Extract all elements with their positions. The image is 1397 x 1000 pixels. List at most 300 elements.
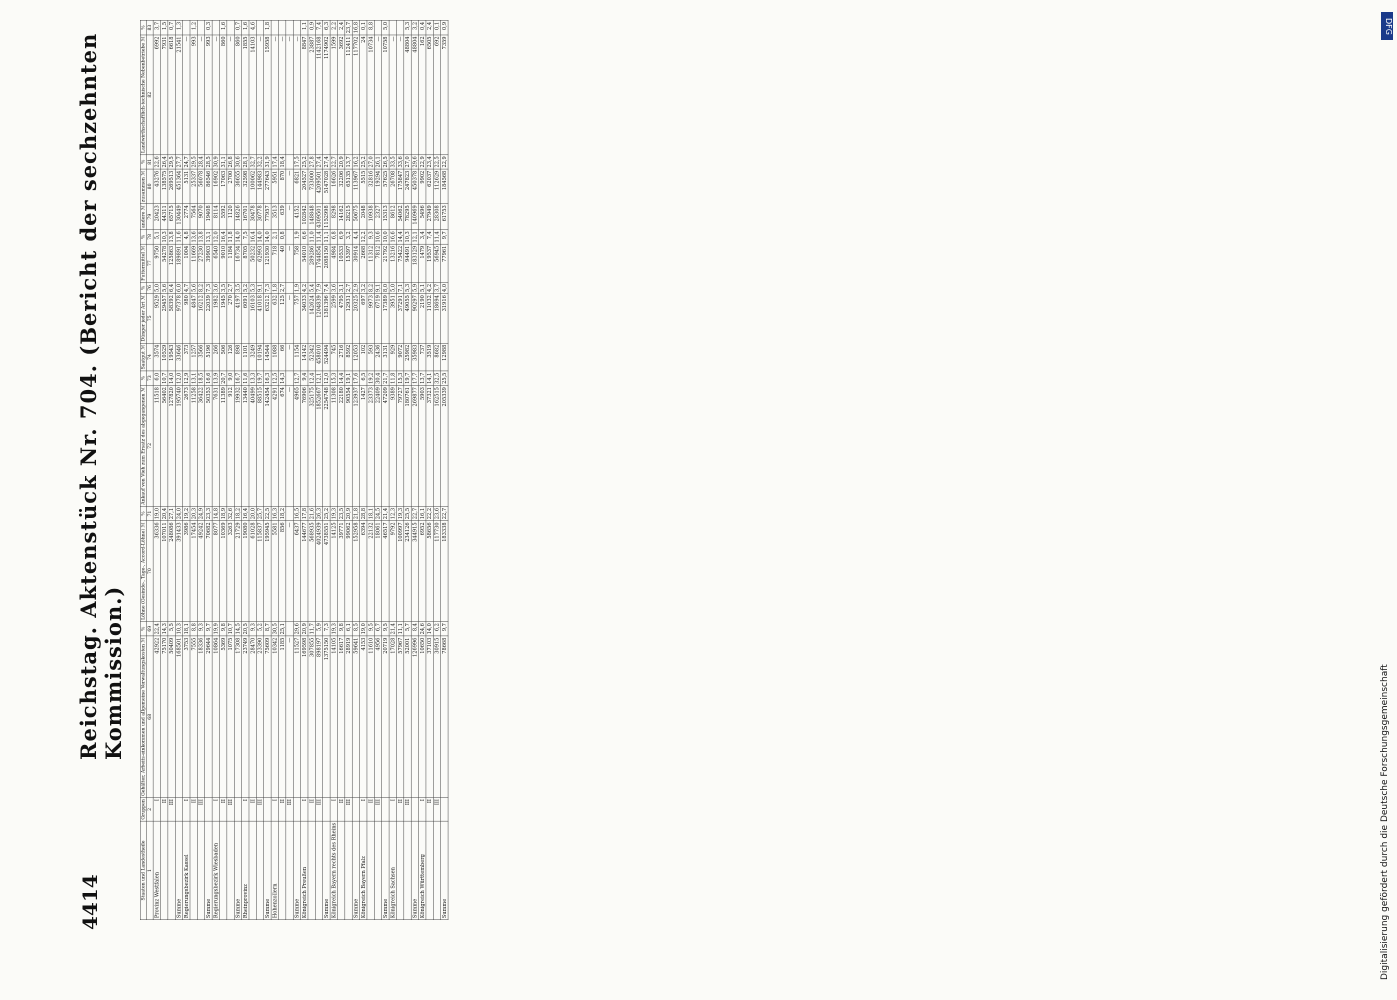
- column-header: %: [140, 155, 146, 170]
- table-cell: 1,5: [161, 20, 168, 35]
- table-cell: 269877: [411, 385, 418, 506]
- table-cell: 75609: [264, 636, 271, 798]
- table-cell: [396, 20, 403, 35]
- table-cell: 1004: [183, 244, 190, 282]
- table-cell: 269513: [168, 169, 175, 204]
- table-cell: 26,5: [382, 156, 389, 168]
- table-cell: 63212: [264, 294, 271, 343]
- table-cell: 18061: [374, 521, 381, 622]
- state-name: Hohenzollern: [271, 821, 278, 920]
- table-cell: 20,9: [338, 156, 345, 168]
- table-cell: 10369: [219, 521, 226, 622]
- table-cell: 450378: [411, 169, 418, 204]
- table-cell: 16734: [234, 244, 241, 282]
- column-number: 71: [147, 506, 153, 521]
- group: I: [271, 798, 278, 822]
- table-cell: 17454: [190, 521, 197, 622]
- table-cell: 2327: [374, 204, 381, 230]
- table-row: [360, 20, 367, 919]
- state-name: Summe: [382, 821, 389, 920]
- table-cell: 1,8: [264, 20, 271, 35]
- group: III: [286, 798, 293, 822]
- table-cell: 32598: [242, 169, 249, 204]
- table-cell: 56945: [433, 244, 440, 282]
- table-cell: 18,1: [367, 507, 374, 520]
- table-cell: 17389: [382, 294, 389, 343]
- table-cell: 24,7: [183, 156, 190, 168]
- table-cell: 195740: [175, 385, 182, 506]
- table-cell: 23390: [256, 636, 263, 798]
- column-header: %: [140, 20, 146, 35]
- state-name: [315, 821, 322, 920]
- table-cell: 4965: [293, 385, 300, 506]
- table-cell: 10,6: [375, 231, 382, 243]
- table-cell: 6,1: [345, 621, 352, 636]
- table-cell: 632: [271, 294, 278, 343]
- table-cell: 5,3: [404, 283, 411, 292]
- state-name: Königreich Württemberg: [419, 821, 426, 920]
- table-row: [389, 20, 396, 919]
- table-cell: [286, 20, 293, 35]
- table-cell: 1075: [227, 636, 234, 798]
- table-cell: [271, 20, 278, 35]
- table-cell: 4024939: [315, 521, 322, 622]
- table-cell: 19,7: [404, 372, 411, 384]
- table-cell: 4,4: [352, 230, 359, 245]
- table-cell: 8612: [389, 204, 396, 230]
- table-cell: 7,1: [397, 283, 404, 292]
- table-cell: 19,0: [153, 507, 160, 520]
- table-cell: 3692: [337, 35, 344, 155]
- table-cell: 3,6: [212, 283, 219, 292]
- table-cell: 32206: [337, 169, 344, 204]
- table-cell: 75170: [161, 636, 168, 798]
- credit-text: Digitalisierung gefördert durch die Deutsche Forschungsgemeinschaft: [1380, 664, 1390, 980]
- table-cell: 5,2: [256, 621, 263, 636]
- table-cell: 5,6: [161, 283, 168, 292]
- table-cell: 9,3: [197, 621, 204, 636]
- table-row: [278, 20, 285, 919]
- table-cell: 21,4: [389, 623, 396, 635]
- table-cell: 5196: [205, 343, 212, 371]
- table-cell: 13440: [242, 385, 249, 506]
- table-cell: —: [286, 244, 293, 282]
- table-row: [352, 20, 359, 919]
- table-cell: 25,1: [279, 623, 286, 635]
- table-cell: 9,3: [249, 621, 256, 636]
- table-cell: 148848: [308, 204, 315, 230]
- column-header: Futtermittel ℳ: [140, 245, 146, 281]
- table-cell: 757: [293, 294, 300, 343]
- table-cell: 22,9: [419, 156, 426, 168]
- table-cell: 23,5: [338, 507, 345, 520]
- table-cell: 12,3: [389, 507, 396, 520]
- table-cell: 48804: [411, 35, 418, 155]
- table-cell: 7812: [374, 244, 381, 282]
- table-row: [234, 20, 241, 919]
- table-cell: 19,3: [397, 507, 404, 520]
- table-cell: 7,4: [426, 230, 433, 245]
- table-cell: 10,7: [227, 623, 234, 635]
- table-cell: 1479: [419, 244, 426, 282]
- state-name: Rheinprovinz: [242, 821, 249, 920]
- table-cell: 20325: [352, 294, 359, 343]
- state-name: Regierungsbezirk Kassel: [183, 821, 190, 920]
- table-cell: 1,2: [190, 20, 197, 35]
- table-cell: 23,7: [345, 21, 352, 34]
- table-cell: 1101: [242, 343, 249, 371]
- table-cell: 21,8: [352, 507, 359, 520]
- table-cell: 32,2: [257, 156, 264, 168]
- table-cell: 88515: [256, 385, 263, 506]
- table-cell: 2,1: [271, 230, 278, 245]
- table-cell: 94491: [404, 244, 411, 282]
- table-cell: 5,0: [389, 283, 396, 292]
- column-number: 72: [147, 385, 153, 506]
- table-cell: 6394: [360, 521, 367, 622]
- table-cell: 14,0: [234, 231, 241, 243]
- table-cell: 9,0: [227, 371, 234, 386]
- table-cell: 19080: [242, 521, 249, 622]
- group: [293, 798, 300, 822]
- table-cell: 18,2: [279, 507, 286, 520]
- table-cell: 10758: [382, 35, 389, 155]
- table-cell: 1,6: [219, 20, 226, 35]
- table-cell: 25982: [404, 343, 411, 371]
- table-cell: 2254748: [323, 385, 330, 506]
- table-cell: 19537: [426, 244, 433, 282]
- table-cell: 30478: [249, 204, 256, 230]
- table-cell: 4153: [360, 636, 367, 798]
- dfg-logo: DFG: [1381, 12, 1393, 40]
- table-cell: 23,3: [205, 507, 212, 520]
- table-cell: 12,0: [175, 372, 182, 384]
- table-cell: 3249: [249, 343, 256, 371]
- table-cell: 4197: [234, 294, 241, 343]
- table-cell: 13,9: [212, 372, 219, 384]
- table-cell: 27,0: [367, 156, 374, 168]
- table-cell: 29,5: [190, 156, 197, 168]
- table-cell: 21729: [234, 521, 241, 622]
- table-cell: 31916: [441, 294, 448, 343]
- table-cell: 11518: [153, 385, 160, 506]
- state-name: Königreich Preußen: [301, 821, 308, 920]
- table-cell: 8,2: [367, 283, 374, 292]
- table-cell: 270: [227, 294, 234, 343]
- table-cell: 639: [278, 204, 285, 230]
- table-cell: 8,7: [264, 621, 271, 636]
- table-cell: 16,7: [234, 372, 241, 384]
- table-cell: 14,3: [279, 372, 286, 384]
- table-cell: 130449: [175, 204, 182, 230]
- table-cell: 14,4: [338, 372, 345, 384]
- table-cell: 17,7: [411, 372, 418, 384]
- table-cell: 1375150: [323, 636, 330, 798]
- group: [441, 798, 448, 822]
- table-cell: 12,7: [293, 372, 300, 384]
- table-cell: [286, 371, 293, 386]
- table-cell: 5,1: [153, 230, 160, 245]
- column-number: 80: [147, 169, 153, 204]
- group: I: [419, 798, 426, 822]
- table-cell: 14125: [330, 521, 337, 622]
- state-name: [161, 821, 168, 920]
- group: [205, 798, 212, 822]
- table-cell: 980: [183, 294, 190, 343]
- state-name: [367, 821, 374, 920]
- table-cell: 5131: [183, 169, 190, 204]
- table-cell: 24,6: [419, 623, 426, 635]
- table-cell: 0,3: [205, 20, 212, 35]
- table-cell: 62037: [426, 169, 433, 204]
- table-row: [404, 20, 411, 919]
- table-cell: 13,1: [190, 372, 197, 384]
- table-cell: 277643: [264, 169, 271, 204]
- table-cell: 30,4: [375, 372, 382, 384]
- table-cell: [286, 155, 293, 170]
- table-cell: 27,7: [175, 156, 182, 168]
- table-row: [264, 20, 271, 919]
- table-cell: 993: [205, 35, 212, 155]
- table-cell: 90297: [411, 294, 418, 343]
- table-row: [183, 20, 190, 919]
- table-cell: 1142168: [315, 35, 322, 155]
- table-cell: 18694: [433, 294, 440, 343]
- column-header: %: [140, 621, 146, 636]
- table-cell: 22,9: [441, 156, 448, 168]
- table-cell: 5,3: [404, 20, 411, 35]
- table-cell: 7,3: [205, 283, 212, 292]
- table-cell: 32,6: [227, 507, 234, 520]
- table-cell: 10650: [419, 636, 426, 798]
- table-cell: 162: [419, 35, 426, 155]
- table-cell: 21792: [382, 244, 389, 282]
- table-cell: 5,0: [382, 20, 389, 35]
- table-cell: 42922: [153, 636, 160, 798]
- table-cell: 112411: [345, 35, 352, 155]
- table-cell: 28919: [345, 636, 352, 798]
- column-header: zusammen ℳ: [140, 170, 146, 203]
- table-cell: 40: [278, 244, 285, 282]
- table-cell: 65135: [345, 169, 352, 204]
- table-cell: 307855: [308, 636, 315, 798]
- column-number: 83: [147, 20, 153, 35]
- table-cell: 66: [278, 343, 285, 371]
- table-row: [382, 20, 389, 919]
- table-cell: 8592: [345, 343, 352, 371]
- table-cell: 1152998: [323, 205, 330, 228]
- table-cell: 2436: [374, 343, 381, 371]
- table-row: [219, 20, 226, 919]
- table-row: [330, 20, 337, 919]
- group: I: [212, 798, 219, 822]
- table-cell: 7,9: [316, 283, 323, 292]
- table-cell: 100997: [396, 521, 403, 622]
- table-cell: 248086: [168, 521, 175, 622]
- table-cell: 102842: [301, 204, 308, 230]
- table-cell: 2,4: [337, 20, 344, 35]
- state-name: [374, 821, 381, 920]
- table-cell: 17,8: [301, 507, 308, 520]
- table-cell: 19408: [205, 204, 212, 230]
- table-cell: 4291: [271, 385, 278, 506]
- table-cell: 58392: [168, 294, 175, 343]
- table-cell: 5,9: [411, 283, 418, 292]
- table-cell: 16617: [337, 636, 344, 798]
- table-cell: 70682: [205, 521, 212, 622]
- table-cell: 17,4: [271, 156, 278, 168]
- table-cell: 27,0: [404, 156, 411, 168]
- table-cell: 1,9: [293, 283, 300, 292]
- table-cell: 19,2: [183, 507, 190, 520]
- table-cell: 25337: [190, 169, 197, 204]
- table-cell: [183, 20, 190, 35]
- table-cell: 123937: [352, 385, 359, 506]
- table-cell: 39771: [337, 521, 344, 622]
- table-cell: 6505: [426, 35, 433, 155]
- table-cell: 9,7: [441, 230, 448, 245]
- table-cell: 79727: [396, 385, 403, 506]
- table-cell: 6719: [374, 294, 381, 343]
- state-name: Königreich Bayern Pfalz: [360, 821, 367, 920]
- table-cell: 52001: [404, 636, 411, 798]
- table-cell: 14,0: [264, 231, 271, 243]
- table-cell: 19,3: [330, 507, 337, 520]
- table-cell: 18,4: [279, 156, 286, 168]
- table-cell: 1852667: [315, 385, 322, 506]
- table-cell: 16902: [212, 169, 219, 204]
- table-cell: 9070: [197, 204, 204, 230]
- table-row: [308, 20, 315, 919]
- column-header: Löhne (Gesinde-, Tage-, Accord-Löhne) ℳ: [140, 522, 146, 620]
- state-name: [345, 821, 352, 920]
- table-cell: 4795: [337, 294, 344, 343]
- table-cell: 7,5: [242, 230, 249, 245]
- table-cell: 25,2: [301, 156, 308, 168]
- table-cell: 28470: [249, 636, 256, 798]
- group: I: [242, 798, 249, 822]
- table-cell: 15,3: [330, 372, 337, 384]
- table-cell: 4,2: [426, 283, 433, 292]
- table-cell: 20719: [382, 636, 389, 798]
- table-cell: 4152: [293, 204, 300, 230]
- page-title: Reichstag. Aktenstück Nr. 704. (Bericht der sechzehnten Kommission.): [76, 32, 126, 760]
- table-cell: 1204839: [315, 294, 322, 343]
- table-cell: 22132: [367, 521, 374, 622]
- table-cell: 10,3: [161, 231, 168, 243]
- table-cell: 11669: [190, 244, 197, 282]
- table-cell: 17,6: [352, 372, 359, 384]
- table-cell: [286, 282, 293, 293]
- table-cell: 2,7: [345, 283, 352, 292]
- table-cell: 10,0: [382, 231, 389, 243]
- table-cell: 3951: [389, 294, 396, 343]
- table-cell: 9,1: [257, 283, 264, 292]
- table-cell: 184568: [441, 169, 448, 204]
- column-header: Dünger jeder Art ℳ: [140, 295, 146, 342]
- table-cell: 113967: [352, 169, 359, 204]
- table-cell: 15,3: [397, 372, 404, 384]
- table-cell: [212, 20, 219, 35]
- column-number: 76: [147, 282, 153, 293]
- table-cell: 205339: [441, 385, 448, 506]
- column-header: Saatgut ℳ: [140, 344, 146, 370]
- table-cell: 16,4: [242, 507, 249, 520]
- state-name: Summe: [293, 821, 300, 920]
- table-cell: 21,4: [382, 507, 389, 520]
- table-row: [419, 20, 426, 919]
- table-cell: 10533: [337, 244, 344, 282]
- table-cell: 125: [278, 294, 285, 343]
- table-cell: 180761: [404, 385, 411, 506]
- table-cell: 16701: [242, 204, 249, 230]
- table-row: [197, 20, 204, 919]
- table-row: [271, 20, 278, 919]
- state-name: Königreich Bayern rechts des Rheins: [330, 822, 337, 919]
- state-name: [219, 821, 226, 920]
- table-row: [426, 20, 433, 919]
- table-row: [433, 20, 440, 919]
- table-cell: 21,7: [382, 372, 389, 384]
- table-cell: 27,4: [316, 156, 323, 168]
- table-cell: 25,7: [257, 507, 264, 520]
- state-name: Summe: [441, 821, 448, 920]
- table-cell: —: [389, 35, 396, 155]
- table-row: [190, 20, 197, 919]
- table-cell: 22409: [374, 385, 381, 506]
- table-row: [227, 20, 234, 919]
- table-cell: 20,4: [161, 507, 168, 520]
- table-cell: 17028: [389, 636, 396, 798]
- table-cell: 4,2: [301, 283, 308, 292]
- table-cell: 12,5: [271, 372, 278, 384]
- table-cell: 169598: [301, 636, 308, 798]
- table-cell: —: [227, 35, 234, 155]
- table-row: [161, 20, 168, 919]
- table-cell: 25,5: [441, 372, 448, 384]
- table-cell: 29,5: [168, 156, 175, 168]
- table-cell: 5,3: [249, 283, 256, 292]
- state-name: Regierungsbezirk Wiesbaden: [212, 821, 219, 920]
- table-cell: 142624: [308, 294, 315, 343]
- table-cell: 5,2: [242, 283, 249, 292]
- table-cell: 1,9: [293, 230, 300, 245]
- column-number: 1: [147, 821, 153, 920]
- table-cell: 28,1: [242, 156, 249, 168]
- table-cell: 13,6: [190, 231, 197, 243]
- table-cell: 3,2: [345, 230, 352, 245]
- table-cell: 77961: [441, 244, 448, 282]
- table-cell: 11,7: [308, 623, 315, 635]
- table-cell: 20423: [153, 204, 160, 230]
- table-cell: 19,2: [367, 372, 374, 384]
- table-cell: 15958: [264, 35, 271, 155]
- table-cell: 3,7: [153, 20, 160, 35]
- table-cell: 3,2: [411, 20, 418, 35]
- state-name: Summe: [205, 821, 212, 920]
- table-cell: 7,4: [323, 283, 330, 292]
- table-cell: 28215: [345, 204, 352, 230]
- table-cell: 2700: [227, 169, 234, 204]
- column-number: 77: [147, 244, 153, 282]
- table-cell: —: [286, 294, 293, 343]
- column-header: Landwirthschaftlich-technische Nebenbetriebe ℳ: [140, 36, 146, 153]
- table-cell: 77957: [264, 204, 271, 230]
- group: III: [227, 798, 234, 822]
- table-cell: 15313: [382, 204, 389, 230]
- table-cell: 3986: [183, 521, 190, 622]
- table-cell: 718: [271, 244, 278, 282]
